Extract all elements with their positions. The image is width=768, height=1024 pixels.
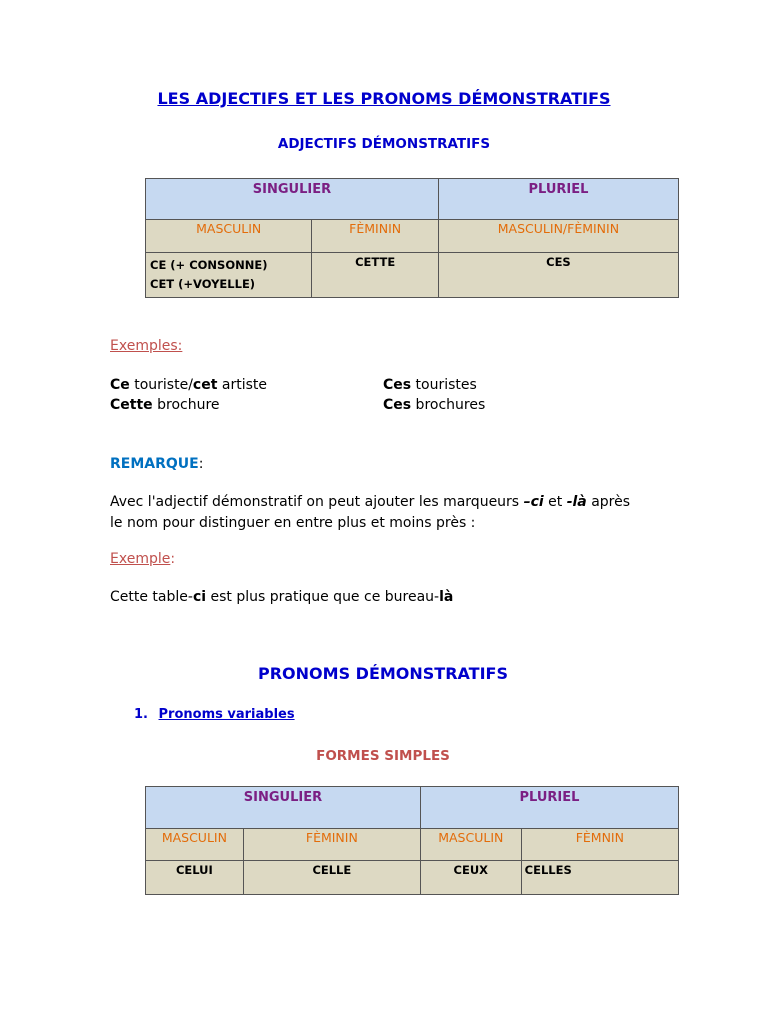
gender-feminin: FÈMININ bbox=[312, 220, 438, 253]
gender-masculin-2: MASCULIN bbox=[420, 829, 521, 861]
list-number: 1. bbox=[134, 707, 148, 722]
header-pluriel-pronoms: PLURIEL bbox=[420, 787, 678, 829]
list-item-label: Pronoms variables bbox=[158, 707, 295, 722]
section-heading-adjectifs: ADJECTIFS DÉMONSTRATIFS bbox=[277, 136, 491, 152]
remark-heading bbox=[110, 456, 203, 472]
example-heading bbox=[110, 551, 175, 567]
example-colon: : bbox=[170, 551, 176, 567]
gender-masculin: MASCULIN bbox=[146, 220, 312, 253]
marker-ci: –ci bbox=[523, 494, 544, 510]
example-cet: cet bbox=[192, 377, 218, 393]
formes-simples-title: FORMES SIMPLES bbox=[316, 748, 450, 764]
example-brochures: brochures bbox=[411, 397, 486, 413]
example-ces-1: Ces bbox=[383, 377, 412, 393]
example-touriste: touriste/ bbox=[129, 377, 193, 393]
gender-feminin-1: FÈMININ bbox=[243, 829, 420, 861]
example-artiste: artiste bbox=[217, 377, 267, 393]
marker-la: -là bbox=[566, 494, 587, 510]
remark-line-1 bbox=[110, 492, 630, 513]
section-heading-pronoms: PRONOMS DÉMONSTRATIFS bbox=[258, 664, 508, 683]
remark-line-2: le nom pour distinguer en entre plus et moins près : bbox=[110, 515, 476, 531]
example-label: Exemple bbox=[110, 551, 171, 567]
remark-line-1-text: Avec l'adjectif démonstratif on peut ajouter les marqueurs bbox=[110, 494, 524, 510]
header-singulier-pronoms: SINGULIER bbox=[146, 787, 421, 829]
value-cet: CET (+VOYELLE) bbox=[150, 277, 256, 291]
example-ces-2: Ces bbox=[383, 397, 412, 413]
sentence-la: là bbox=[439, 589, 454, 605]
gender-feminin-2: FÈMNIN bbox=[521, 829, 678, 861]
remark-colon: : bbox=[198, 456, 204, 472]
pronoms-table bbox=[145, 786, 679, 895]
example-row1-left bbox=[110, 377, 267, 393]
remark-apres: après bbox=[586, 494, 631, 510]
header-pluriel: PLURIEL bbox=[438, 179, 678, 220]
example-row1-right bbox=[383, 377, 477, 393]
cell-ce-cet bbox=[146, 253, 312, 298]
value-celui: CELUI bbox=[146, 861, 244, 895]
example-cette: Cette bbox=[110, 397, 153, 413]
example-brochure: brochure bbox=[152, 397, 220, 413]
example-row2-left bbox=[110, 397, 220, 413]
value-ces: CES bbox=[438, 253, 678, 298]
value-celles: CELLES bbox=[521, 861, 678, 895]
header-singulier: SINGULIER bbox=[146, 179, 439, 220]
example-row2-right bbox=[383, 397, 485, 413]
value-ce: CE (+ CONSONNE) bbox=[150, 258, 268, 272]
remark-text bbox=[110, 492, 630, 534]
value-celle: CELLE bbox=[243, 861, 420, 895]
adjectifs-table bbox=[145, 178, 679, 298]
remark-et: et bbox=[543, 494, 567, 510]
list-item-pronoms-variables bbox=[134, 707, 295, 722]
value-cette: CETTE bbox=[312, 253, 438, 298]
remark-label: REMARQUE bbox=[110, 456, 199, 472]
page-title: LES ADJECTIFS ET LES PRONOMS DÉMONSTRATIFS bbox=[157, 89, 611, 108]
example-sentence bbox=[110, 589, 453, 605]
gender-masculin-1: MASCULIN bbox=[146, 829, 244, 861]
gender-masculin-feminin: MASCULIN/FÈMININ bbox=[438, 220, 678, 253]
examples-label: Exemples: bbox=[110, 338, 183, 354]
sentence-ci: ci bbox=[192, 589, 207, 605]
example-ce: Ce bbox=[110, 377, 130, 393]
sentence-part-2: est plus pratique que ce bureau- bbox=[206, 589, 440, 605]
example-touristes: touristes bbox=[411, 377, 477, 393]
value-ceux: CEUX bbox=[420, 861, 521, 895]
sentence-part-1: Cette table- bbox=[110, 589, 193, 605]
